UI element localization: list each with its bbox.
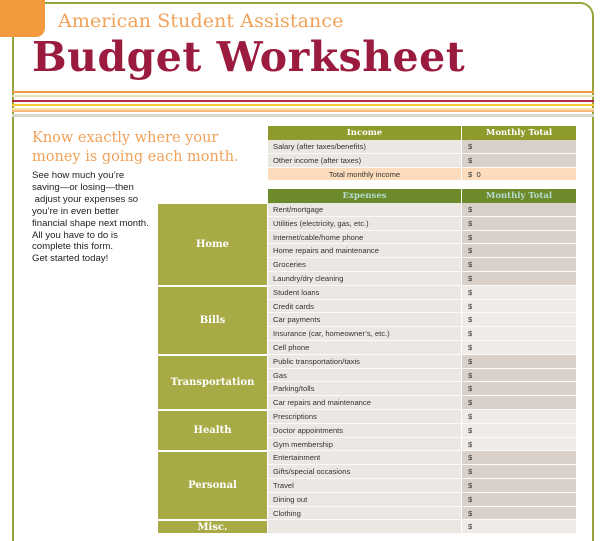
expense-label: Utilities (electricity, gas, etc.): [268, 217, 462, 230]
expense-label: Parking/tolls: [268, 382, 462, 395]
category-personal: Personal: [158, 452, 267, 521]
expense-label: Laundry/dry cleaning: [268, 272, 462, 285]
income-header-row: [268, 126, 576, 140]
expense-label: Gym membership: [268, 438, 462, 451]
expense-label: Insurance (car, homeowner’s, etc.): [268, 327, 462, 340]
intro-body: [32, 170, 157, 265]
expense-label: Prescriptions: [268, 410, 462, 423]
divider-stripe: [12, 110, 594, 112]
expense-label: Internet/cable/home phone: [268, 231, 462, 244]
expense-amount-field[interactable]: $: [462, 479, 576, 492]
expense-row: [268, 217, 576, 231]
expense-row: [268, 520, 576, 534]
expense-amount-field[interactable]: $: [462, 355, 576, 368]
expense-row: [268, 369, 576, 383]
expense-row: [268, 272, 576, 286]
income-header-total: Monthly Total: [485, 128, 553, 138]
expense-row: [268, 258, 576, 272]
expense-amount-field[interactable]: $: [462, 507, 576, 520]
total-label: Total monthly income: [268, 168, 462, 181]
row-label: Salary (after taxes/benefits): [268, 140, 462, 153]
category-home: Home: [158, 204, 267, 287]
expense-amount-field[interactable]: $: [462, 369, 576, 382]
expense-label: Gifts/special occasions: [268, 465, 462, 478]
category-bills: Bills: [158, 287, 267, 356]
intro-line: adjust your expenses so: [32, 193, 139, 205]
category-misc: Misc.: [158, 521, 267, 535]
expense-row: [268, 451, 576, 465]
expense-amount-field[interactable]: $: [462, 244, 576, 257]
intro-line: Get started today!: [32, 253, 109, 265]
divider-stripe: [12, 104, 594, 106]
expense-row: [268, 507, 576, 521]
expense-amount-field[interactable]: $: [462, 300, 576, 313]
expense-label: Doctor appointments: [268, 424, 462, 437]
expense-amount-field[interactable]: $: [462, 203, 576, 216]
expense-label: Groceries: [268, 258, 462, 271]
income-header-label: Income: [268, 126, 462, 140]
expense-row: [268, 410, 576, 424]
row-label: Other income (after taxes): [268, 154, 462, 167]
income-row-salary: [268, 140, 576, 154]
expense-amount-field[interactable]: $: [462, 272, 576, 285]
expense-row: [268, 479, 576, 493]
divider-stripe: [12, 95, 594, 97]
income-row-other: [268, 154, 576, 168]
intro-line: you’re in even better: [32, 205, 119, 217]
corner-tab: [0, 0, 45, 37]
expense-label: Car payments: [268, 313, 462, 326]
intro-line: See how much you’re: [32, 170, 125, 181]
expense-label: Credit cards: [268, 300, 462, 313]
intro-headline: Know exactly where your money is going each month.: [32, 130, 239, 165]
expense-label: Travel: [268, 479, 462, 492]
expense-row: [268, 424, 576, 438]
expense-amount-field[interactable]: $: [462, 231, 576, 244]
intro-line: All you have to do is: [32, 229, 118, 241]
expense-row: [268, 313, 576, 327]
salary-amount-field[interactable]: $: [462, 140, 576, 153]
expense-amount-field[interactable]: $: [462, 410, 576, 423]
category-transportation: Transportation: [158, 356, 267, 411]
expenses-header-row: [268, 189, 576, 203]
expenses-header-label: Expenses: [268, 189, 462, 203]
income-table: [268, 126, 576, 181]
expenses-table: [268, 189, 576, 534]
category-column: [158, 204, 267, 535]
expense-label: Car repairs and maintenance: [268, 396, 462, 409]
intro-line: saving—or losing—then: [32, 181, 134, 193]
expense-row: [268, 493, 576, 507]
expense-row: [268, 382, 576, 396]
expense-label: Clothing: [268, 507, 462, 520]
expense-amount-field[interactable]: $: [462, 493, 576, 506]
expense-label: Entertainment: [268, 451, 462, 464]
expense-label: Cell phone: [268, 341, 462, 354]
expense-amount-field[interactable]: $: [462, 258, 576, 271]
expense-amount-field[interactable]: $: [462, 424, 576, 437]
expense-row: [268, 231, 576, 245]
expense-amount-field[interactable]: $: [462, 382, 576, 395]
expense-row: [268, 341, 576, 355]
expense-amount-field[interactable]: $: [462, 217, 576, 230]
expense-label: [268, 520, 462, 533]
organization-name: American Student Assistance: [58, 10, 344, 32]
expense-amount-field[interactable]: $: [462, 313, 576, 326]
expense-row: [268, 465, 576, 479]
expense-label: Gas: [268, 369, 462, 382]
income-total-row: [268, 168, 576, 182]
expense-label: Student loans: [268, 286, 462, 299]
page-title: Budget Worksheet: [32, 33, 466, 81]
divider-shadow: [12, 114, 594, 117]
expense-amount-field[interactable]: $: [462, 438, 576, 451]
intro-line: complete this form.: [32, 241, 114, 253]
total-income-value: $ 0: [462, 168, 576, 181]
expense-row: [268, 203, 576, 217]
expense-amount-field[interactable]: $: [462, 286, 576, 299]
expense-label: Public transportation/taxis: [268, 355, 462, 368]
intro-line: financial shape next month.: [32, 217, 149, 229]
expense-amount-field[interactable]: $: [462, 396, 576, 409]
expenses-header-total: Monthly Total: [485, 191, 553, 201]
expense-row: [268, 438, 576, 452]
expense-row: [268, 244, 576, 258]
expense-amount-field[interactable]: $: [462, 341, 576, 354]
expense-label: Rent/mortgage: [268, 203, 462, 216]
expense-label: Home repairs and maintenance: [268, 244, 462, 257]
divider-stripe: [12, 91, 594, 93]
expense-row: [268, 355, 576, 369]
expense-amount-field[interactable]: $: [462, 465, 576, 478]
expense-row: [268, 286, 576, 300]
expense-row: [268, 396, 576, 410]
expense-label: Dining out: [268, 493, 462, 506]
category-health: Health: [158, 411, 267, 452]
expense-rows: [268, 203, 576, 534]
expense-amount-field[interactable]: $: [462, 451, 576, 464]
expense-amount-field[interactable]: $: [462, 520, 576, 533]
expense-row: [268, 327, 576, 341]
divider-stripe: [12, 100, 594, 102]
expense-row: [268, 300, 576, 314]
other-income-amount-field[interactable]: $: [462, 154, 576, 167]
expense-amount-field[interactable]: $: [462, 327, 576, 340]
